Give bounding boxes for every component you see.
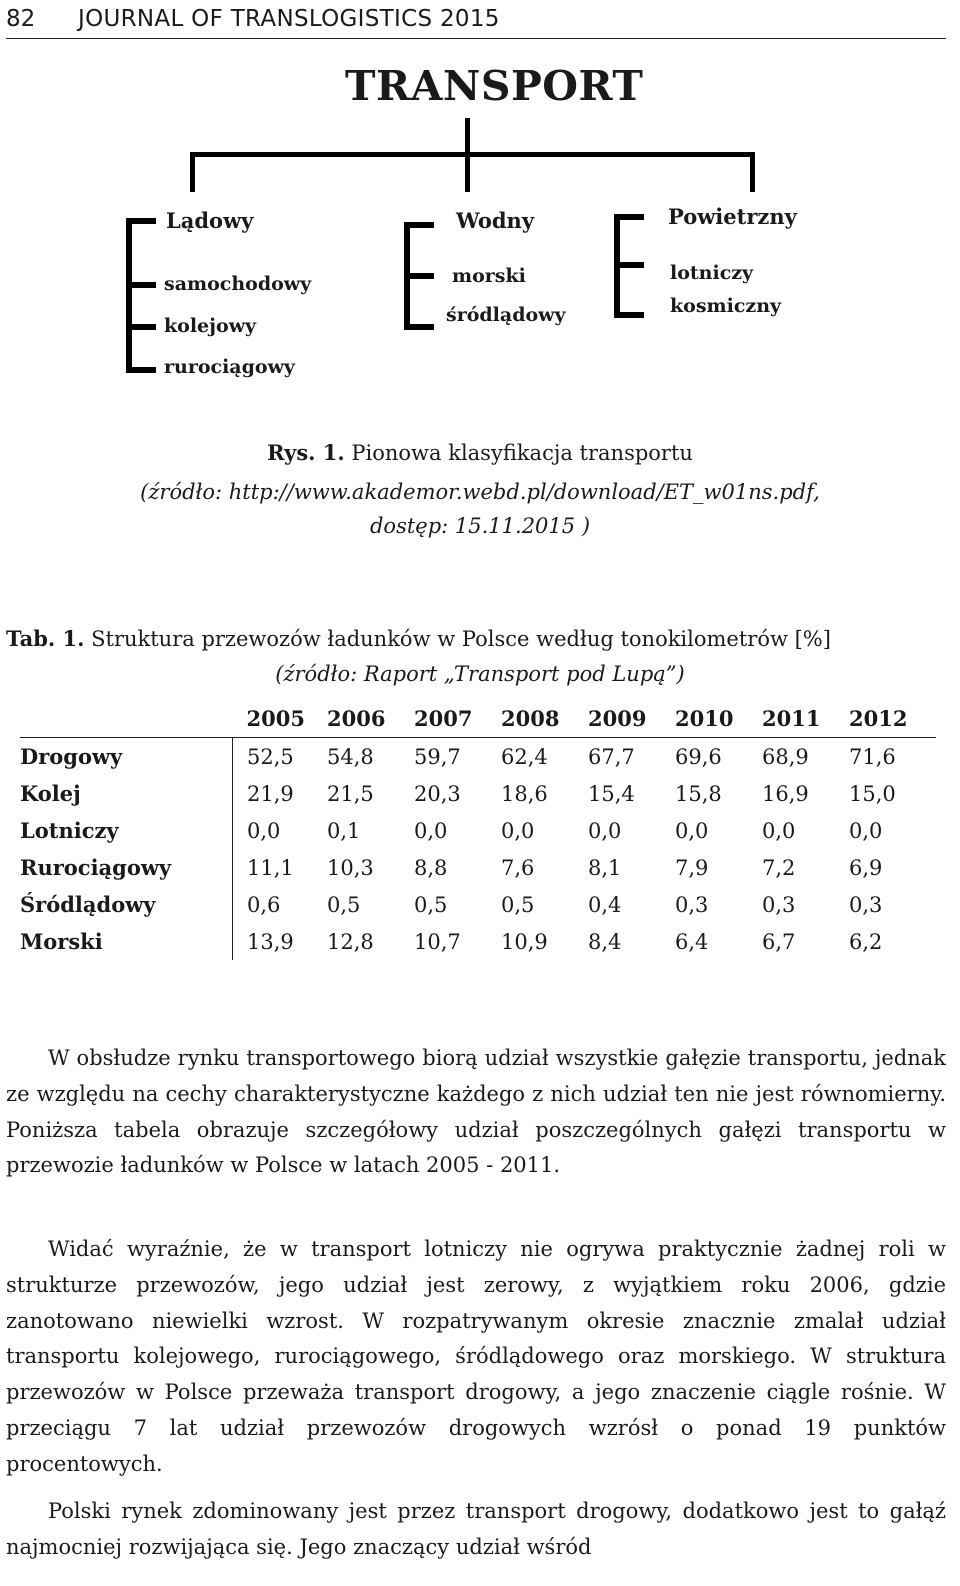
bracket-wodny-bottom (404, 324, 434, 330)
bracket-ladowy-mid2 (126, 324, 156, 330)
bracket-wodny-mid (404, 273, 434, 279)
table-cell: 0,0 (675, 818, 709, 843)
bracket-ladowy-mid1 (126, 282, 156, 288)
stem-ladowy (190, 152, 195, 192)
table-cell: 6,9 (849, 855, 883, 880)
row-label: Drogowy (20, 744, 123, 769)
table-cell: 18,6 (501, 781, 548, 806)
table-row (20, 812, 936, 849)
row-label: Lotniczy (20, 818, 119, 843)
table-cell: 0,0 (849, 818, 883, 843)
table-cell: 0,4 (588, 892, 622, 917)
branch-ladowy: Lądowy (166, 208, 254, 233)
table-cell: 0,3 (762, 892, 796, 917)
table-cell: 6,7 (762, 929, 796, 954)
figure-source-url: (źródło: http://www.akademor.webd.pl/download/ET_w01ns.pdf, (140, 480, 820, 504)
figure-caption-text: Pionowa klasyfikacja transportu (344, 441, 693, 465)
table-cell: 0,3 (675, 892, 709, 917)
table-cell: 0,0 (588, 818, 622, 843)
table-caption-text: Struktura przewozów ładunków w Polsce według tonokilometrów [%] (84, 627, 831, 651)
bracket-ladowy-bottom (126, 367, 156, 373)
item-samochodowy: samochodowy (164, 273, 312, 295)
root-horizontal (190, 152, 755, 157)
table-cell: 6,4 (675, 929, 709, 954)
figure-source-line2 (0, 510, 960, 543)
table-cell: 0,5 (327, 892, 361, 917)
table-caption (6, 626, 831, 651)
header-corner (20, 700, 233, 738)
table-cell: 54,8 (327, 744, 374, 769)
table-cell: 6,2 (849, 929, 883, 954)
table-cell: 8,8 (414, 855, 448, 880)
table-cell: 13,9 (233, 923, 328, 960)
table-row (20, 849, 936, 886)
bracket-ladowy-vertical (126, 218, 132, 373)
table-cell: 16,9 (762, 781, 809, 806)
table-cell: 15,4 (588, 781, 635, 806)
year-header: 2008 (501, 706, 560, 731)
table-cell: 0,0 (501, 818, 535, 843)
paragraph-2: Widać wyraźnie, że w transport lotniczy nie ogrywa praktycznie żadnej roli w strukturze przewozów, jego udział jest zerowy, z wyjątkiem roku 2006, gdzie zanotowano niewielki wzrost. W rozpatrywanym okresie znacznie zmalał udział transportu kolejowego, rurociągowego, śródlądowego oraz morskiego. W struktura przewozów w Polsce przeważa transport drogowy, a jego znaczenie ciągle rośnie. W przeciągu 7 lat udział przewozów drogowych wzrósł o ponad 19 punktów procentowych. (6, 1237, 946, 1476)
freight-structure-table (20, 700, 936, 960)
bracket-powietrzny-bottom (614, 312, 644, 318)
table-cell: 8,4 (588, 929, 622, 954)
table-cell: 52,5 (233, 738, 328, 776)
table-cell: 0,1 (327, 818, 361, 843)
table-cell: 0,0 (233, 812, 328, 849)
item-lotniczy: lotniczy (670, 262, 754, 284)
table-row (20, 923, 936, 960)
year-header: 2005 (246, 706, 305, 731)
bracket-ladowy-top (126, 218, 156, 224)
year-header: 2009 (588, 706, 647, 731)
table-source: (źródło: Raport „Transport pod Lupą”) (275, 662, 685, 686)
diagram-title: TRANSPORT (345, 62, 644, 110)
row-label: Morski (20, 929, 103, 954)
table-cell: 21,9 (233, 775, 328, 812)
figure-label: Rys. 1. (267, 440, 345, 465)
item-rurociagowy: rurociągowy (164, 356, 295, 378)
year-header: 2006 (327, 706, 386, 731)
table-row (20, 738, 936, 776)
branch-powietrzny: Powietrzny (668, 204, 797, 229)
table-cell: 10,3 (327, 855, 374, 880)
table-cell: 20,3 (414, 781, 461, 806)
table-cell: 0,5 (501, 892, 535, 917)
table-cell: 0,0 (414, 818, 448, 843)
row-label: Śródlądowy (20, 892, 156, 917)
table-cell: 68,9 (762, 744, 809, 769)
table-cell: 8,1 (588, 855, 622, 880)
stem-powietrzny (750, 152, 755, 192)
table-row (20, 886, 936, 923)
table-row (20, 775, 936, 812)
table-cell: 7,2 (762, 855, 796, 880)
table-cell: 0,3 (849, 892, 883, 917)
table-cell: 7,9 (675, 855, 709, 880)
table-label: Tab. 1. (6, 626, 85, 651)
table-cell: 12,8 (327, 929, 374, 954)
paragraph-3: Polski rynek zdominowany jest przez transport drogowy, dodatkowo jest to gałąź najmocniej rozwijająca się. Jego znaczący udział wśród (6, 1499, 946, 1559)
transport-classification-diagram (0, 0, 960, 400)
figure-source-line1 (0, 476, 960, 509)
item-srodladowy: śródlądowy (446, 304, 566, 326)
paragraph-1: W obsłudze rynku transportowego biorą udział wszystkie gałęzie transportu, jednak ze względu na cechy charakterystyczne każdego z nich udział ten nie jest równomierny. Poniższa tabela obrazuje szczegółowy udział poszczególnych gałęzi transportu w przewozie ładunków w Polsce w latach 2005 - 2011. (6, 1046, 946, 1178)
table-cell: 59,7 (414, 744, 461, 769)
year-header: 2011 (762, 706, 821, 731)
item-kolejowy: kolejowy (164, 315, 257, 337)
row-label: Kolej (20, 781, 81, 806)
table-cell: 0,0 (762, 818, 796, 843)
year-header: 2007 (414, 706, 473, 731)
table-cell: 69,6 (675, 744, 722, 769)
item-kosmiczny: kosmiczny (670, 295, 782, 317)
table-header-row (20, 700, 936, 738)
bracket-powietrzny-top (614, 214, 644, 220)
branch-wodny: Wodny (456, 208, 535, 233)
item-morski: morski (452, 265, 526, 287)
root-stem (465, 118, 470, 154)
table-cell: 0,5 (414, 892, 448, 917)
table-cell: 10,7 (414, 929, 461, 954)
table-cell: 0,6 (233, 886, 328, 923)
bracket-powietrzny-mid (614, 262, 644, 268)
table-cell: 15,0 (849, 781, 896, 806)
table-cell: 7,6 (501, 855, 535, 880)
table-cell: 67,7 (588, 744, 635, 769)
figure-source-date: dostęp: 15.11.2015 ) (369, 514, 591, 538)
table-cell: 62,4 (501, 744, 548, 769)
journal-title: JOURNAL OF TRANSLOGISTICS 2015 (78, 6, 500, 32)
table-cell: 11,1 (233, 849, 328, 886)
figure-caption (0, 436, 960, 470)
table-cell: 21,5 (327, 781, 374, 806)
table-cell: 15,8 (675, 781, 722, 806)
stem-wodny (465, 152, 470, 192)
year-header: 2010 (675, 706, 734, 731)
table-cell: 10,9 (501, 929, 548, 954)
page-number: 82 (6, 6, 36, 32)
table-cell: 71,6 (849, 744, 896, 769)
bracket-wodny-top (404, 222, 434, 228)
row-label: Rurociągowy (20, 855, 172, 880)
year-header: 2012 (849, 706, 908, 731)
